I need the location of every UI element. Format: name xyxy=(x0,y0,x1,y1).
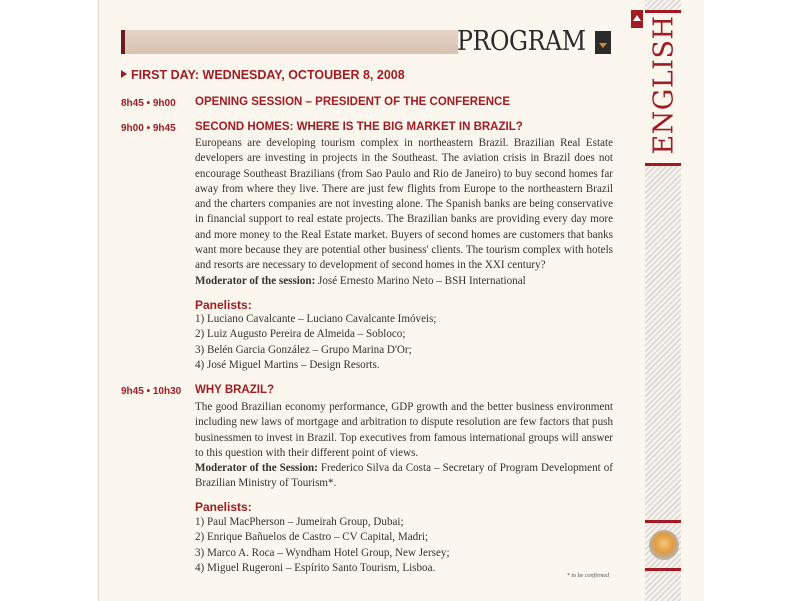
day-heading xyxy=(121,68,405,82)
list-item: 3) Marco A. Roca – Wyndham Hotel Group, New Jersey; xyxy=(195,546,450,559)
moderator-name: Frederico Silva da Costa – Secretary of Program Development of Brazilian Ministry of Tourism*. xyxy=(195,462,613,490)
header-bar xyxy=(121,30,458,54)
dropdown-arrow-icon xyxy=(595,31,611,54)
list-item: 1) Luciano Cavalcante – Luciano Cavalcante Imóveis; xyxy=(195,313,437,325)
moderator-label: Moderator of the session: xyxy=(195,274,316,287)
session-description xyxy=(195,400,613,492)
list-item: 2) Luiz Augusto Pereira de Almeida – Sobloco; xyxy=(195,328,406,341)
day-heading-text: FIRST DAY: WEDNESDAY, OCTOUBER 8, 2008 xyxy=(131,68,405,82)
triangle-bullet-icon xyxy=(121,70,127,78)
moderator-name: José Ernesto Marino Neto – BSH International xyxy=(318,274,526,287)
session-description-text: The good Brazilian economy performance, GDP growth and the better business environment including new laws of mortgage and arbitration to dispute resolution are few factors that push businessmen to invest in Brazil. Top executives from famous international groups will answer to this question with their different point of views. xyxy=(195,401,613,459)
footnote: * to be confirmed xyxy=(567,573,610,579)
session-title: WHY BRAZIL? xyxy=(195,384,275,396)
language-label: ENGLISH xyxy=(648,15,680,155)
panelists-heading: Panelists: xyxy=(195,500,252,514)
session-time: 9h45 • 10h30 xyxy=(121,386,182,397)
session-title: OPENING SESSION – PRESIDENT OF THE CONFERENCE xyxy=(195,96,511,108)
list-item: 1) Paul MacPherson – Jumeirah Group, Dubai; xyxy=(195,516,404,528)
list-item: 4) Miguel Rugeroni – Espírito Santo Tourism, Lisboa. xyxy=(195,561,436,574)
up-arrow-icon xyxy=(631,10,643,28)
list-item: 2) Enrique Bañuelos de Castro – CV Capital, Madri; xyxy=(195,531,429,544)
panelists-list xyxy=(195,312,615,373)
moderator-label: Moderator of the Session: xyxy=(195,462,318,475)
session-title: SECOND HOMES: WHERE IS THE BIG MARKET IN BRAZIL? xyxy=(195,121,523,133)
panelists-list xyxy=(195,515,615,576)
session-description-text: Europeans are developing tourism complex in northeastern Brazil. Brazilian Real Estate developers are investing in projects in the Southeast. The aviation crisis in Brazil does not encourage Southeast Brazilians (from Sao Paulo and Rio de Janeiro) to buy second homes far away from where they live. There are just few flights from Europe to the northeastern Brazil and the charters companies are not investing alone. The Spanish banks are being conservative in financial support to real estate projects. The Brazilian banks are providing every day more and more money to the Real Estate market. Buyers of second homes are customers that banks want more because they are potential other business' clients. The tourism complex with hotels and resorts are necessary to development of second homes in the XXI century? xyxy=(195,137,613,272)
divider-line xyxy=(645,568,681,571)
sponsor-seal-icon xyxy=(649,530,679,560)
program-page xyxy=(98,0,704,601)
session-description xyxy=(195,136,613,289)
panelists-heading: Panelists: xyxy=(195,298,252,312)
list-item: 3) Belén Garcia González – Grupo Marina D'Or; xyxy=(195,343,412,356)
session-time: 8h45 • 9h00 xyxy=(121,98,176,109)
session-time: 9h00 • 9h45 xyxy=(121,123,176,134)
list-item: 4) José Miguel Martins – Design Resorts. xyxy=(195,358,380,371)
divider-line xyxy=(645,520,681,523)
page-title: PROGRAM xyxy=(457,26,586,57)
